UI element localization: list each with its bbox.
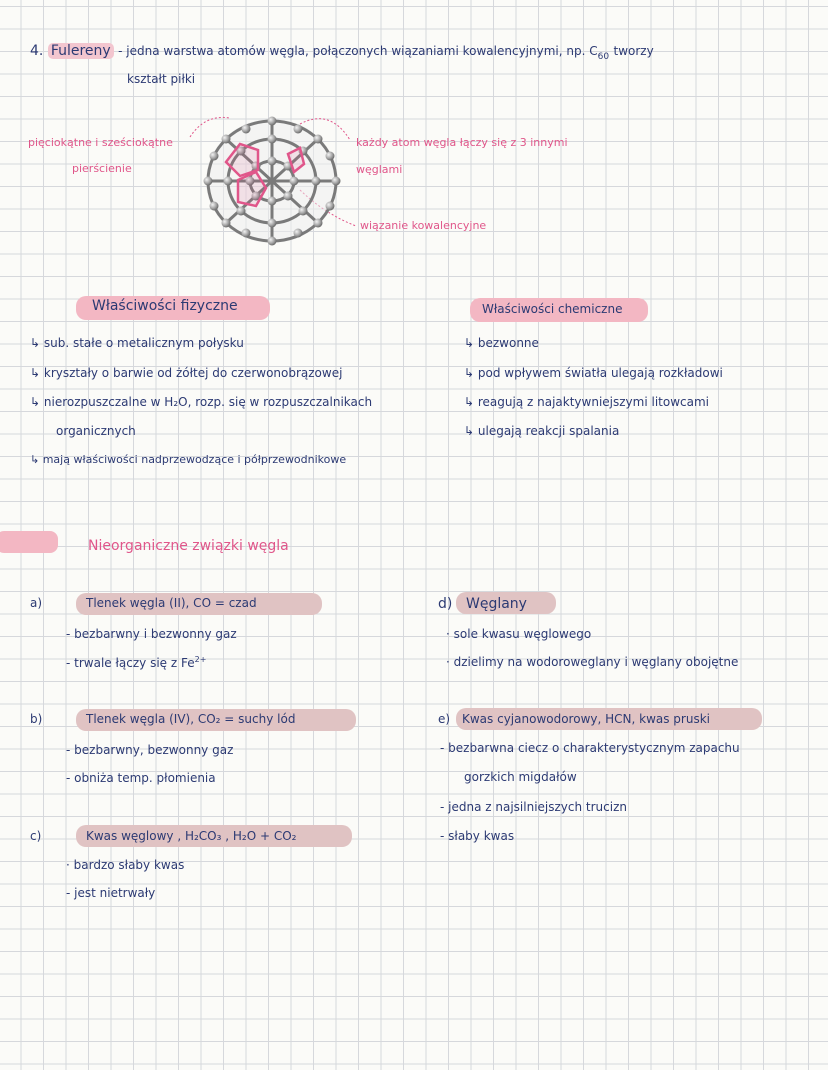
item-e-point-3: - słaby kwas [440,829,515,843]
item-d-point-1: · sole kwasu węglowego [446,627,592,641]
item-e-point-1-cont: gorzkich migdałów [464,770,577,784]
label-rings-2: pierścienie [72,162,132,175]
chemical-item-3: ↳ reagują z najaktywniejszymi litowcami [464,395,709,409]
label-atom-1: każdy atom węgla łączy się z 3 innymi [356,136,568,149]
label-atom-2: węglami [356,163,403,176]
item-a-point-2: - trwale łączy się z $Fe^{2+}$ [66,655,207,670]
item-d-heading: Węglany [466,596,527,612]
item-c-heading: Kwas węglowy , H₂CO₃ , H₂O + CO₂ [86,829,297,843]
physical-item-2: ↳ kryształy o barwie od żółtej do czerwonobrązowej [30,366,343,380]
item-c-letter: c) [30,829,42,843]
chemical-item-1: ↳ bezwonne [464,336,539,350]
physical-item-3: ↳ nierozpuszczalne w H₂O, rozp. się w rozpuszczalnikach [30,395,373,409]
label-rings-1: pięciokątne i sześciokątne [28,136,173,149]
title-number: 4. [30,43,44,59]
chemical-heading: Właściwości chemiczne [482,302,623,316]
item-c-point-1: · bardzo słaby kwas [66,858,185,872]
item-e-point-1: - bezbarwna ciecz o charakterystycznym zapachu [440,741,740,755]
item-b-letter: b) [30,712,43,726]
item-c-point-2: - jest nietrwały [66,886,156,900]
item-e-point-2: - jedna z najsilniejszych trucizn [440,800,627,814]
item-d-letter: d) [438,596,453,612]
title-definition: - jedna warstwa atomów węgla, połączonych wiązaniami kowalencyjnymi, np. C [118,44,598,58]
item-d-point-2: · dzielimy na wodoroweglany i węglany obojętne [446,655,739,669]
title-line-2: kształt piłki [127,72,196,86]
title-term: Fulereny [48,43,114,59]
formula-subscript: 60 [597,51,610,62]
title-definition-end: tworzy [613,44,654,58]
item-b-point-2: - obniża temp. płomienia [66,771,216,785]
item-e-heading: Kwas cyjanowodorowy, HCN, kwas pruski [462,712,710,726]
iron-charge: 2+ [194,655,207,664]
physical-item-1: ↳ sub. stałe o metalicznym połysku [30,336,244,350]
leader-lines [0,0,828,260]
chemical-item-2: ↳ pod wpływem światła ulegają rozkładowi [464,366,723,380]
physical-item-4: ↳ mają właściwości nadprzewodzące i półprzewodnikowe [30,453,347,466]
label-bond: wiązanie kowalencyjne [360,219,487,232]
item-e-letter: e) [438,712,451,726]
physical-heading: Właściwości fizyczne [92,298,238,314]
section-heading: Nieorganiczne związki węgla [88,538,289,554]
item-a-heading: Tlenek węgla (II), CO = czad [86,596,257,610]
fullerene-molecule-image [200,114,344,248]
item-b-heading: Tlenek węgla (IV), CO₂ = suchy lód [86,712,296,726]
item-a-letter: a) [30,596,43,610]
item-a-point-1: - bezbarwny i bezwonny gaz [66,627,237,641]
section-marker [0,531,58,553]
chemical-item-4: ↳ ulegają reakcji spalania [464,424,620,438]
item-b-point-1: - bezbarwny, bezwonny gaz [66,743,234,757]
physical-item-3-cont: organicznych [56,424,136,438]
